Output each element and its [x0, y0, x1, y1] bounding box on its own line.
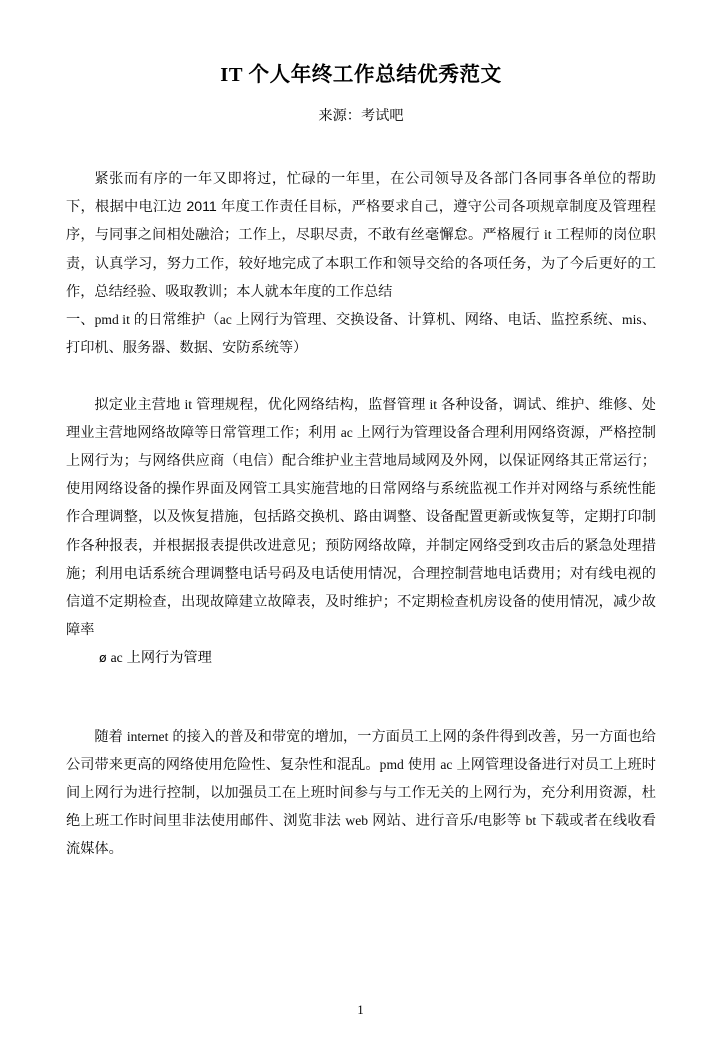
document-subtitle: 来源：考试吧	[318, 107, 404, 124]
body-2-latin-internet: internet	[126, 728, 169, 744]
body-2-text-6: 下载或者在线收看流媒体。	[66, 813, 656, 858]
body-2-latin-bt: bt	[525, 813, 537, 829]
bullet-latin-ac: ac	[110, 650, 123, 666]
section-1-text-2: 上网行为管理、交换设备、计算机、网络、电话、监控系统、	[231, 312, 623, 329]
section-1-latin-ac: ac	[219, 312, 232, 328]
body-2-latin-web: web	[345, 813, 369, 829]
paragraph-intro	[66, 165, 656, 306]
body-2-text-2: 的接入的普及和带宽的增加，一方面员工上网的条件得到改善，另一方面也给公司带来更高的网络使用危险性、复杂性和混乱。	[66, 728, 656, 773]
section-1-latin-pmd-it: pmd it	[94, 312, 130, 328]
bullet-text: 上网行为管理	[122, 650, 212, 667]
body-2-text-5: 网站、进行音乐/电影等	[368, 813, 526, 830]
bullet-marker-icon: ø	[99, 650, 107, 666]
body-2-text-3: 使用	[403, 756, 441, 773]
paragraph-body-2	[66, 723, 656, 864]
page-number: 1	[357, 1003, 364, 1017]
section-1-text-1: 的日常维护（	[129, 312, 220, 329]
paragraph-body-1	[66, 391, 656, 645]
body-1-text-3: 各种设备，调试、维护、维修、处理业主营地网络故障等日常管理工作；利用	[66, 396, 656, 441]
body-2-latin-ac: ac	[440, 756, 453, 772]
body-2-text-1: 随着	[94, 728, 127, 745]
section-1-latin-mis: mis	[622, 312, 642, 328]
section-1-text-3: 、打印机、服务器、数据、安防系统等）	[66, 312, 656, 357]
body-1-latin-ac: ac	[340, 424, 353, 440]
body-1-text-4: 上网行为管理设备合理利用网络资源，严格控制上网行为；与网络供应商（电信）配合维护业主营地局域网及外网，以保证网络其正常运行；使用网络设备的操作界面及网管工具实施营地的日常网络与系统监视工作并对网络与系统性能作合理调整，以及恢复措施，包括路交换机、路由调整、设备配置更新或恢复等，定期打印制作各种报表，并根据报表提供改进意见；预防网络故障，并制定网络受到攻击后的紧急处理措施；利用电话系统合理调整电话号码及电话使用情况，合理控制营地电话费用；对有线电视的信道不定期检查，出现故障建立故障表，及时维护；不定期检查机房设备的使用情况，减少故障率	[66, 424, 656, 639]
paragraph-intro-part1: 紧张而有序的一年又即将过，忙碌的一年里，在公司领导及各部门各同事各单位的帮助下，根据中电江边 2011 年度工作责任目标，严格要求自己，遵守公司各项规章制度及管理程序，与同事之间相处融洽；工作上，尽职尽责，不敢有丝毫懈怠。严格履行	[66, 171, 656, 244]
body-2-latin-pmd: pmd	[379, 756, 404, 772]
page-content	[66, 0, 656, 864]
section-1-number: 一、	[66, 312, 95, 329]
paragraph-intro-part2: 工程师的岗位职责，认真学习，努力工作，较好地完成了本职工作和领导交给的各项任务，为了今后更好的工作，总结经验、吸取教训；本人就本年度的工作总结	[66, 227, 656, 300]
body-1-text-2: 管理规程，优化网络结构，监督管理	[192, 396, 430, 413]
bullet-item-ac	[66, 644, 656, 672]
body-2-text-4: 上网管理设备进行对员工上班时间上网行为进行控制，以加强员工在上班时间参与与工作无关的上网行为，充分利用资源，杜绝上班工作时间里非法使用邮件、浏览非法	[66, 756, 656, 830]
document-title: IT 个人年终工作总结优秀范文	[220, 64, 502, 86]
section-heading-1	[66, 306, 656, 362]
body-1-latin-it-2: it	[429, 396, 438, 412]
body-1-latin-it-1: it	[184, 396, 193, 412]
body-1-text-1: 拟定业主营地	[94, 396, 185, 413]
paragraph-intro-latin-it: it	[543, 227, 552, 243]
